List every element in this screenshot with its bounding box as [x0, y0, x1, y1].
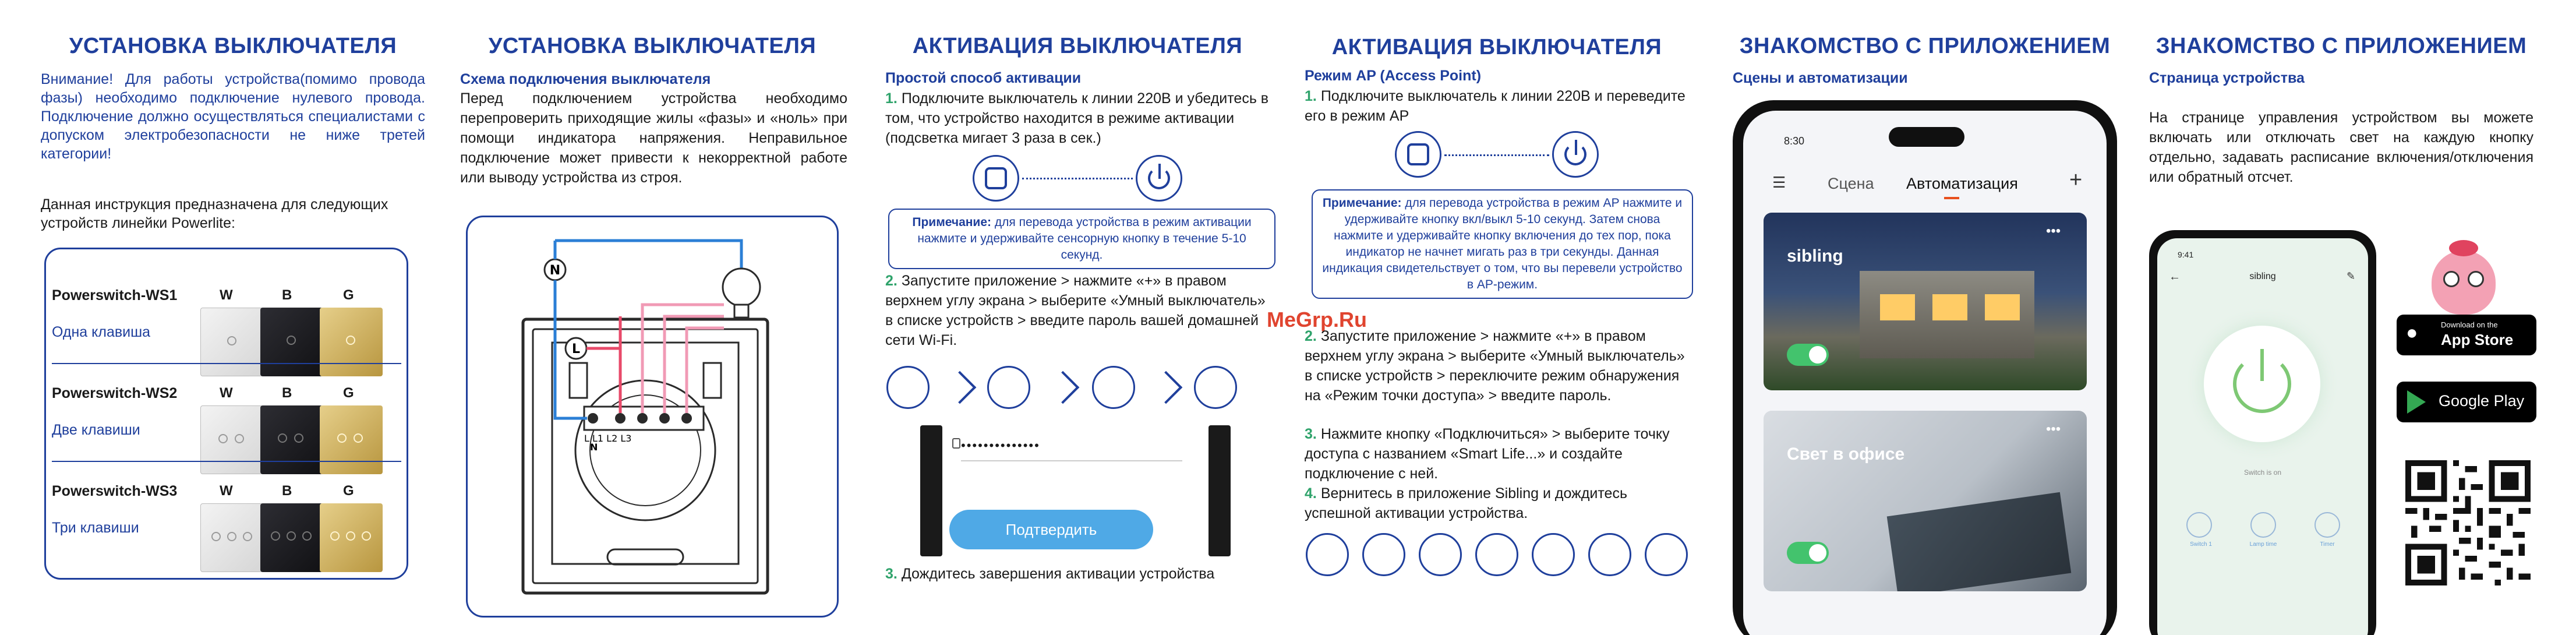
table-row	[52, 457, 401, 550]
timer-label: Timer	[2320, 541, 2335, 548]
chevron-right-icon	[1150, 371, 1183, 404]
table-row	[52, 261, 401, 354]
status-time: 9:41	[2178, 250, 2194, 259]
phone-plus-icon	[987, 366, 1030, 409]
timer-icon[interactable]	[2314, 512, 2340, 538]
label-l: L	[571, 342, 581, 357]
switch-device-icon	[1092, 366, 1135, 409]
note-box: Примечание: для перевода устройства в режим AP нажмите и удерживайте кнопку вкл/выкл 5-10 секунд. Затем снова нажмите и удерживайте кнопку включения до тех пор, пока индикатор не начнет мигать раз в три секунды. Данная индикация свидетельствует о том, что вы перевели устройство в AP-режим.	[1312, 189, 1693, 299]
confirm-button[interactable]: Подтвердить	[949, 510, 1153, 549]
panel-title: ЗНАКОМСТВО С ПРИЛОЖЕНИЕМ	[2155, 34, 2527, 58]
panel-app-scenes	[1733, 0, 2152, 635]
table-row	[52, 359, 401, 452]
phone-frame-left	[920, 425, 942, 556]
panel-subtitle: Страница устройства	[2149, 70, 2305, 86]
switch-black	[260, 503, 323, 572]
google-play-button[interactable]: Google Play	[2397, 382, 2536, 422]
phone-icon	[1475, 533, 1518, 576]
phone-screen	[1743, 111, 2107, 635]
watermark: MeGrp.Ru	[1267, 308, 1367, 331]
panel-installation-2	[460, 0, 879, 635]
dotted-connector	[1022, 178, 1133, 179]
panel-subtitle: Режим AP (Access Point)	[1305, 68, 1482, 84]
tab-indicator	[1944, 197, 1959, 199]
phone-app-icon	[886, 366, 930, 409]
password-input[interactable]: ••••••••••••••	[961, 438, 1182, 461]
panel-title: АКТИВАЦИЯ ВЫКЛЮЧАТЕЛЯ	[1331, 35, 1662, 59]
switch-icon	[1306, 533, 1349, 576]
panel-subtitle: Сцены и автоматизации	[1733, 70, 1908, 86]
step-4: 4. Вернитесь в приложение Sibling и дождитесь успешной активации устройства.	[1305, 485, 1627, 521]
phone-screen	[2157, 238, 2368, 635]
step-3: 3. Нажмите кнопку «Подключиться» > выберите точку доступа с названием «Smart Life...» и создайте подключение с ней.	[1305, 426, 1670, 482]
panel-text: Перед подключением устройства необходимо перепроверить приходящие жилы «фазы» и «ноль» при помощи индикатора напряжения. Неправильное подключение может привести к некорректной работе или выводу устройства из строя.	[460, 90, 847, 186]
lamp-time-icon[interactable]	[2250, 512, 2276, 538]
status-time: 8:30	[1784, 135, 1805, 147]
panel-title: УСТАНОВКА ВЫКЛЮЧАТЕЛЯ	[488, 34, 817, 58]
scene-name: sibling	[1787, 246, 1843, 266]
keys-label: Две клавиши	[52, 422, 140, 438]
model-name: Powerswitch-WS1	[52, 287, 178, 304]
power-icon	[1136, 155, 1182, 202]
step-1: 1. Подключите выключатель к линии 220В и переведите его в режим AP	[1305, 88, 1685, 124]
model-name: Powerswitch-WS2	[52, 385, 178, 401]
back-icon[interactable]: ←	[2169, 270, 2181, 283]
keys-label: Три клавиши	[52, 520, 139, 536]
edit-icon[interactable]: ✎	[2347, 270, 2356, 282]
wifi-password-icon	[1194, 366, 1237, 409]
warning-text: Внимание! Для работы устройства(помимо провода фазы) необходимо подключение нулевого провода. Подключение должно осуществляться специалистами с допуском электробезопасности не ниже третей категории!	[41, 71, 425, 162]
panel-title: УСТАНОВКА ВЫКЛЮЧАТЕЛЯ	[69, 34, 397, 58]
intro-text: Данная инструкция предназначена для следующих устройств линейки Powerlite:	[41, 196, 388, 231]
bulb-icon	[723, 269, 760, 306]
power-icon	[1552, 131, 1599, 178]
notch	[1889, 127, 1964, 147]
wiring-diagram	[466, 216, 839, 618]
col-g: G	[343, 287, 354, 303]
scene-toggle[interactable]	[1787, 542, 1829, 564]
models-table	[44, 248, 408, 580]
list-icon[interactable]: ☰	[1772, 174, 1786, 191]
keys-label: Одна клавиша	[52, 324, 151, 340]
phone-icon	[1362, 533, 1405, 576]
chevron-right-icon	[944, 371, 977, 404]
scene-card-sibling[interactable]	[1764, 213, 2087, 390]
step-icons-row	[1306, 533, 1696, 580]
reset-icon	[973, 155, 1019, 202]
switch-status: Switch is on	[2243, 468, 2282, 477]
tab-scene[interactable]: Сцена	[1828, 175, 1874, 192]
panel-subtitle: Схема подключения выключателя	[460, 71, 711, 87]
hand-image	[1887, 492, 2072, 591]
dotted-connector	[1444, 154, 1549, 156]
panel-title: ЗНАКОМСТВО С ПРИЛОЖЕНИЕМ	[1739, 34, 2111, 58]
wiring-diagram-svg	[468, 217, 839, 618]
panel-installation-1	[41, 0, 460, 635]
lock-icon	[952, 438, 960, 449]
power-button[interactable]	[2204, 326, 2320, 442]
device-title: sibling	[2249, 271, 2276, 281]
col-b: B	[282, 483, 292, 499]
phone-frame-right	[1209, 425, 1231, 556]
tab-automation[interactable]: Автоматизация	[1906, 175, 2018, 192]
switch-white	[200, 503, 263, 572]
panel-subtitle: Простой способ активации	[885, 70, 1082, 86]
step-3: 3. Дождитесь завершения активации устройства	[885, 566, 1215, 582]
col-b: B	[282, 287, 292, 303]
col-w: W	[220, 483, 233, 499]
col-w: W	[220, 385, 233, 401]
loading-icon	[1645, 533, 1688, 576]
more-icon[interactable]: •••	[2046, 223, 2061, 239]
panel-text: На странице управления устройством вы можете включать или отключать свет на каждую кнопку отдельно, задавать расписание включения/отключения или обратный отсчет.	[2149, 110, 2533, 185]
step-2: 2. Запустите приложение > нажмите «+» в правом верхнем углу экрана > выберите «Умный выключатель» в списке устройств > введите пароль вашей домашней сети Wi-Fi.	[885, 273, 1266, 348]
scene-name: Свет в офисе	[1787, 444, 1905, 464]
phone-mockup	[2149, 230, 2376, 635]
add-icon[interactable]: +	[2069, 168, 2083, 192]
scene-toggle[interactable]	[1787, 344, 1829, 366]
more-icon[interactable]: •••	[2046, 421, 2061, 437]
col-g: G	[343, 385, 354, 401]
google-play-icon	[2407, 390, 2426, 414]
terminal-labels: L L1 L2 L3	[584, 433, 632, 444]
lamp-icon	[1588, 533, 1631, 576]
lamp-time-label: Lamp time	[2249, 541, 2277, 548]
col-b: B	[282, 385, 292, 401]
phone-mockup	[1733, 100, 2117, 635]
panel-title: АКТИВАЦИЯ ВЫКЛЮЧАТЕЛЯ	[912, 34, 1243, 58]
switch1-label: Switch 1	[2190, 541, 2212, 548]
note-box: Примечание: для перевода устройства в режим активации нажмите и удерживайте сенсорную кнопку в течение 5-10 секунд.	[888, 209, 1275, 269]
app-store-button[interactable]: ● Download on the App Store	[2397, 315, 2536, 355]
qr-code	[2405, 460, 2531, 585]
panel-app-device	[2149, 0, 2568, 635]
panel-activation-1	[885, 0, 1305, 635]
model-name: Powerswitch-WS3	[52, 483, 178, 499]
label-n: N	[549, 263, 561, 278]
mascot-icon	[2432, 251, 2496, 315]
panel-activation-2	[1305, 0, 1724, 635]
wifi-icon	[1532, 533, 1575, 576]
switch-gold	[320, 503, 383, 572]
reset-icon	[1395, 131, 1441, 178]
terminal-n: N	[590, 442, 598, 453]
apple-icon: ●	[2406, 322, 2418, 344]
switch1-icon[interactable]	[2186, 512, 2212, 538]
step-2: 2. Запустите приложение > нажмите «+» в правом верхнем углу экрана > выберите «Умный выключатель» в списке устройств > переключите режим обнаружения на «Режим точки доступа» > введите пароль.	[1305, 328, 1685, 404]
step-1: 1. Подключите выключатель к линии 220В и убедитесь в том, что устройство находится в режиме активации (подсветка мигает 3 раза в сек.)	[885, 90, 1269, 146]
scene-card-office[interactable]	[1764, 411, 2087, 591]
chevron-right-icon	[1047, 371, 1080, 404]
col-w: W	[220, 287, 233, 303]
device-icon	[1419, 533, 1462, 576]
col-g: G	[343, 483, 354, 499]
